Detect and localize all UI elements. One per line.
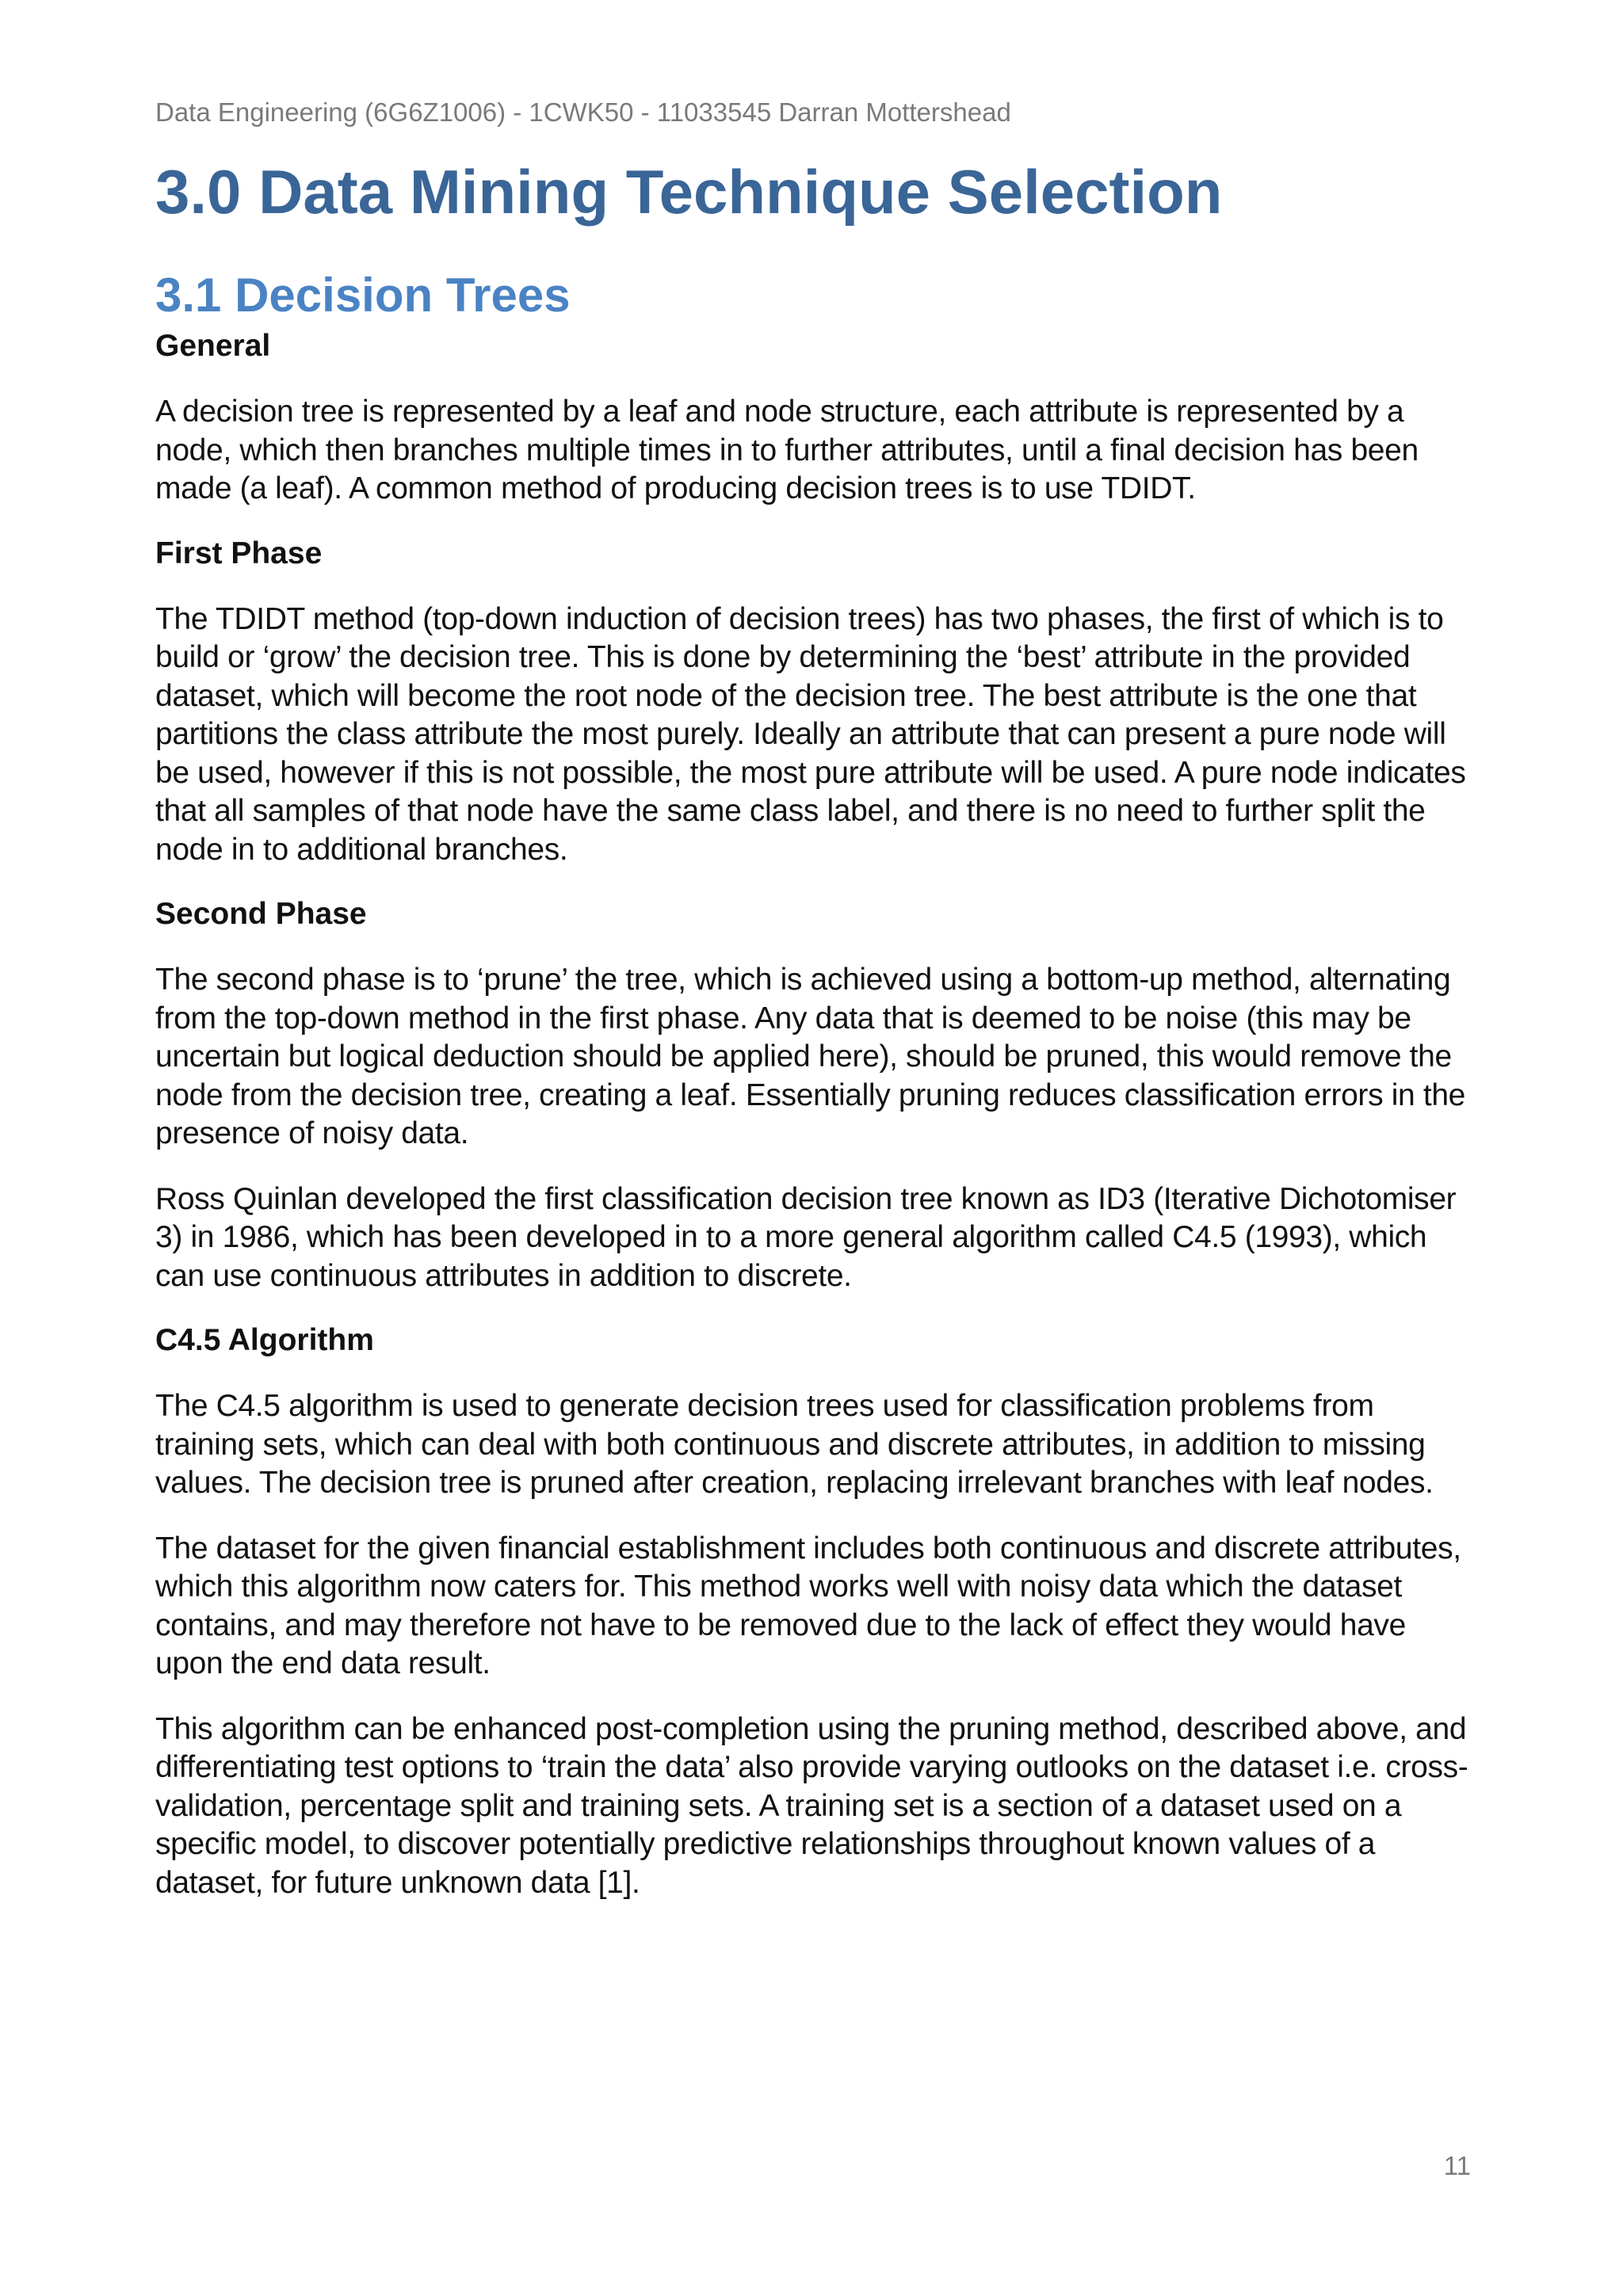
c45-heading: C4.5 Algorithm xyxy=(155,1323,374,1357)
running-header: Data Engineering (6G6Z1006) - 1CWK50 - 11033545 Darran Mottershead xyxy=(155,97,1011,127)
page-content xyxy=(155,154,1471,1902)
general-heading: General xyxy=(155,329,271,363)
general-paragraph: A decision tree is represented by a leaf and node structure, each attribute is represented by a node, which then branches multiple times in to further attributes, until a final decision has been made (a leaf). A common method of producing decision trees is to use TDIDT. xyxy=(155,395,1419,505)
second-phase-paragraph-2: Ross Quinlan developed the first classification decision tree known as ID3 (Iterative Dichotomiser 3) in 1986, which has been developed in to a more general algorithm called C4.5 (1993), which can use continuous attributes in addition to discrete. xyxy=(155,1181,1457,1293)
section-title: 3.0 Data Mining Technique Selection xyxy=(155,157,1223,227)
page-number: 11 xyxy=(1443,2151,1471,2180)
second-phase-heading: Second Phase xyxy=(155,897,367,931)
second-phase-paragraph-1: The second phase is to ‘prune’ the tree, which is achieved using a bottom-up method, alternating from the top-down method in the first phase. Any data that is deemed to be noise (this may be uncertain but logical deduction should be applied here), should be pruned, this would remove the node from the decision tree, creating a leaf. Essentially pruning reduces classification errors in the presence of noisy data. xyxy=(155,963,1466,1150)
subsection-title: 3.1 Decision Trees xyxy=(155,269,571,322)
first-phase-heading: First Phase xyxy=(155,536,323,570)
c45-paragraph-3: This algorithm can be enhanced post-completion using the pruning method, described above, and differentiating test options to ‘train the data’ also provide varying outlooks on the dataset i.e. cross-validation, percentage split and training sets. A training set is a section of a dataset used on a specific model, to discover potentially predictive relationships throughout known values of a dataset, for future unknown data [1]. xyxy=(155,1711,1468,1900)
c45-paragraph-1: The C4.5 algorithm is used to generate decision trees used for classification problems from training sets, which can deal with both continuous and discrete attributes, in addition to missing values. The decision tree is pruned after creation, replacing irrelevant branches with leaf nodes. xyxy=(155,1389,1434,1500)
c45-paragraph-2: The dataset for the given financial establishment includes both continuous and discrete attributes, which this algorithm now caters for. This method works well with noisy data which the dataset contains, and may therefore not have to be removed due to the lack of effect they would have upon the end data result. xyxy=(155,1531,1461,1680)
first-phase-paragraph: The TDIDT method (top-down induction of decision trees) has two phases, the first of which is to build or ‘grow’ the decision tree. This is done by determining the ‘best’ attribute in the provided dataset, which will become the root node of the decision tree. The best attribute is the one that partitions the class attribute the most purely. Ideally an attribute that can present a pure node will be used, however if this is not possible, the most pure attribute will be used. A pure node indicates that all samples of that node have the same class label, and there is no need to further split the node in to additional branches. xyxy=(155,601,1466,867)
